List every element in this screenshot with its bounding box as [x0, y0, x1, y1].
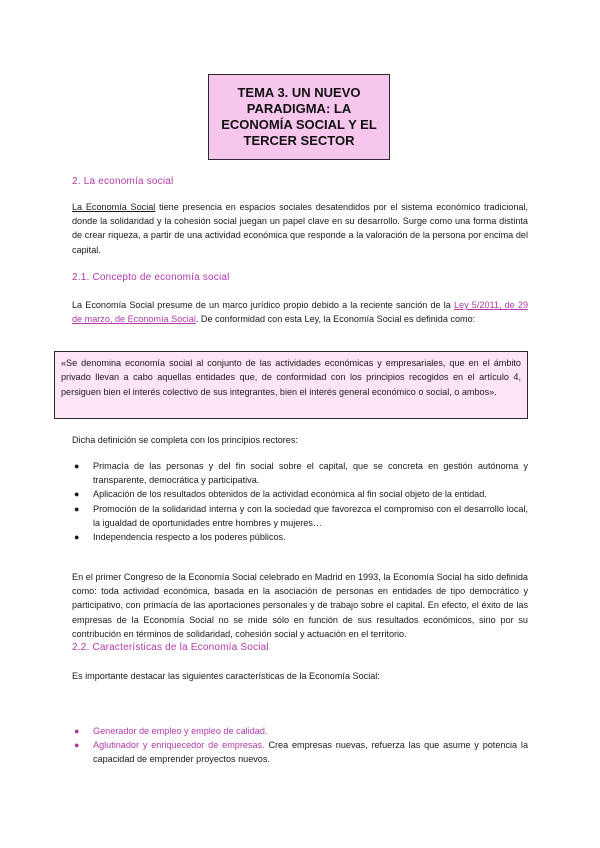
characteristic-2-text: Crea empresas nuevas, refuerza las que asume y potencia la capacidad de emprender proyectos nuevos. [93, 740, 528, 765]
title-line-3: ECONOMÍA SOCIAL Y EL [221, 117, 377, 132]
title-line-2: PARADIGMA: LA [246, 101, 352, 116]
principles-list [74, 459, 528, 544]
bullet-icon: ● [74, 503, 80, 514]
characteristics-list [74, 724, 528, 767]
characteristics-intro: Es importante destacar las siguientes características de la Economía Social: [72, 671, 380, 681]
principle-text: Primacía de las personas y del fin social sobre el capital, que se concreta en gestión autónoma y transparente, democrática y participativa. [93, 461, 528, 486]
principles-intro: Dicha definición se completa con los principios rectores: [72, 435, 298, 445]
congress-paragraph: En el primer Congreso de la Economía Social celebrado en Madrid en 1993, la Economía Social ha sido definida como: toda actividad económica, basada en la asociación de personas en entidades de tipo democrático y participativo, con primacía de las aportaciones personales y de trabajo sobre el capital. En efecto, el éxito de las empresas de la Economía Social no se mide sólo en función de sus resultados económicos, sino por su contribución en términos de solidaridad, cohesión social y actuación en el territorio. [72, 572, 528, 639]
law-para-end: . De conformidad con esta Ley, la Economía Social es definida como: [195, 314, 476, 325]
section-2-intro-text: tiene presencia en espacios sociales desatendidos por el sistema económico tradicional, donde la solidaridad y la cohesión social juegan un papel clave en su desarrollo. Surge como una forma distinta de crear riqueza, a partir de una actividad económica que responde a la valoración de la persona por encima del capital. [72, 202, 528, 255]
list-item [74, 738, 528, 766]
section-2-1-paragraph [72, 298, 528, 326]
list-item [74, 487, 528, 501]
principle-text: Independencia respecto a los poderes públicos. [93, 532, 286, 543]
definition-quote-box [54, 351, 528, 419]
bullet-icon: ● [74, 532, 80, 543]
principle-text: Aplicación de los resultados obtenidos de la actividad económica al fin social objeto de la entidad. [93, 489, 487, 500]
section-2-1-heading: 2.1. Concepto de economía social [72, 272, 230, 283]
bullet-icon: ● [74, 726, 80, 736]
bullet-icon: ● [74, 740, 80, 751]
title-line-4: TERCER SECTOR [243, 133, 355, 148]
bullet-icon: ● [74, 461, 80, 471]
definition-quote: «Se denomina economía social al conjunto de las actividades económicas y empresariales, que en el ámbito privado llevan a cabo aquellas entidades que, de conformidad con los principios recogidos en el artículo 4, persiguen bien el interés colectivo de sus integrantes, bien el interés general económico o social, o ambos». [61, 358, 521, 397]
law-para-start: La Economía Social presume de un marco jurídico propio debido a la reciente sanción de la [72, 300, 454, 310]
characteristic-1: Generador de empleo y empleo de calidad. [93, 726, 268, 736]
bullet-icon: ● [74, 489, 80, 500]
list-item [74, 530, 528, 544]
law-link[interactable]: Ley 5/2011, de 29 de marzo, de Economía Social [72, 300, 528, 325]
title-box [208, 74, 390, 160]
principle-text: Promoción de la solidaridad interna y con la sociedad que favorezca el compromiso con el desarrollo local, la igualdad de oportunidades entre hombres y mujeres… [93, 503, 528, 528]
characteristic-2-highlight: Aglutinador y enriquecedor de empresas. [93, 740, 265, 751]
list-item [74, 724, 528, 738]
title-line-1: TEMA 3. UN NUEVO [237, 85, 361, 100]
section-2-2-heading: 2.2. Características de la Economía Social [72, 642, 269, 653]
section-2-heading: 2. La economía social [72, 176, 174, 187]
list-item [74, 502, 528, 530]
economia-social-term: La Economía Social [72, 202, 156, 212]
list-item [74, 459, 528, 487]
section-2-intro [72, 200, 528, 257]
